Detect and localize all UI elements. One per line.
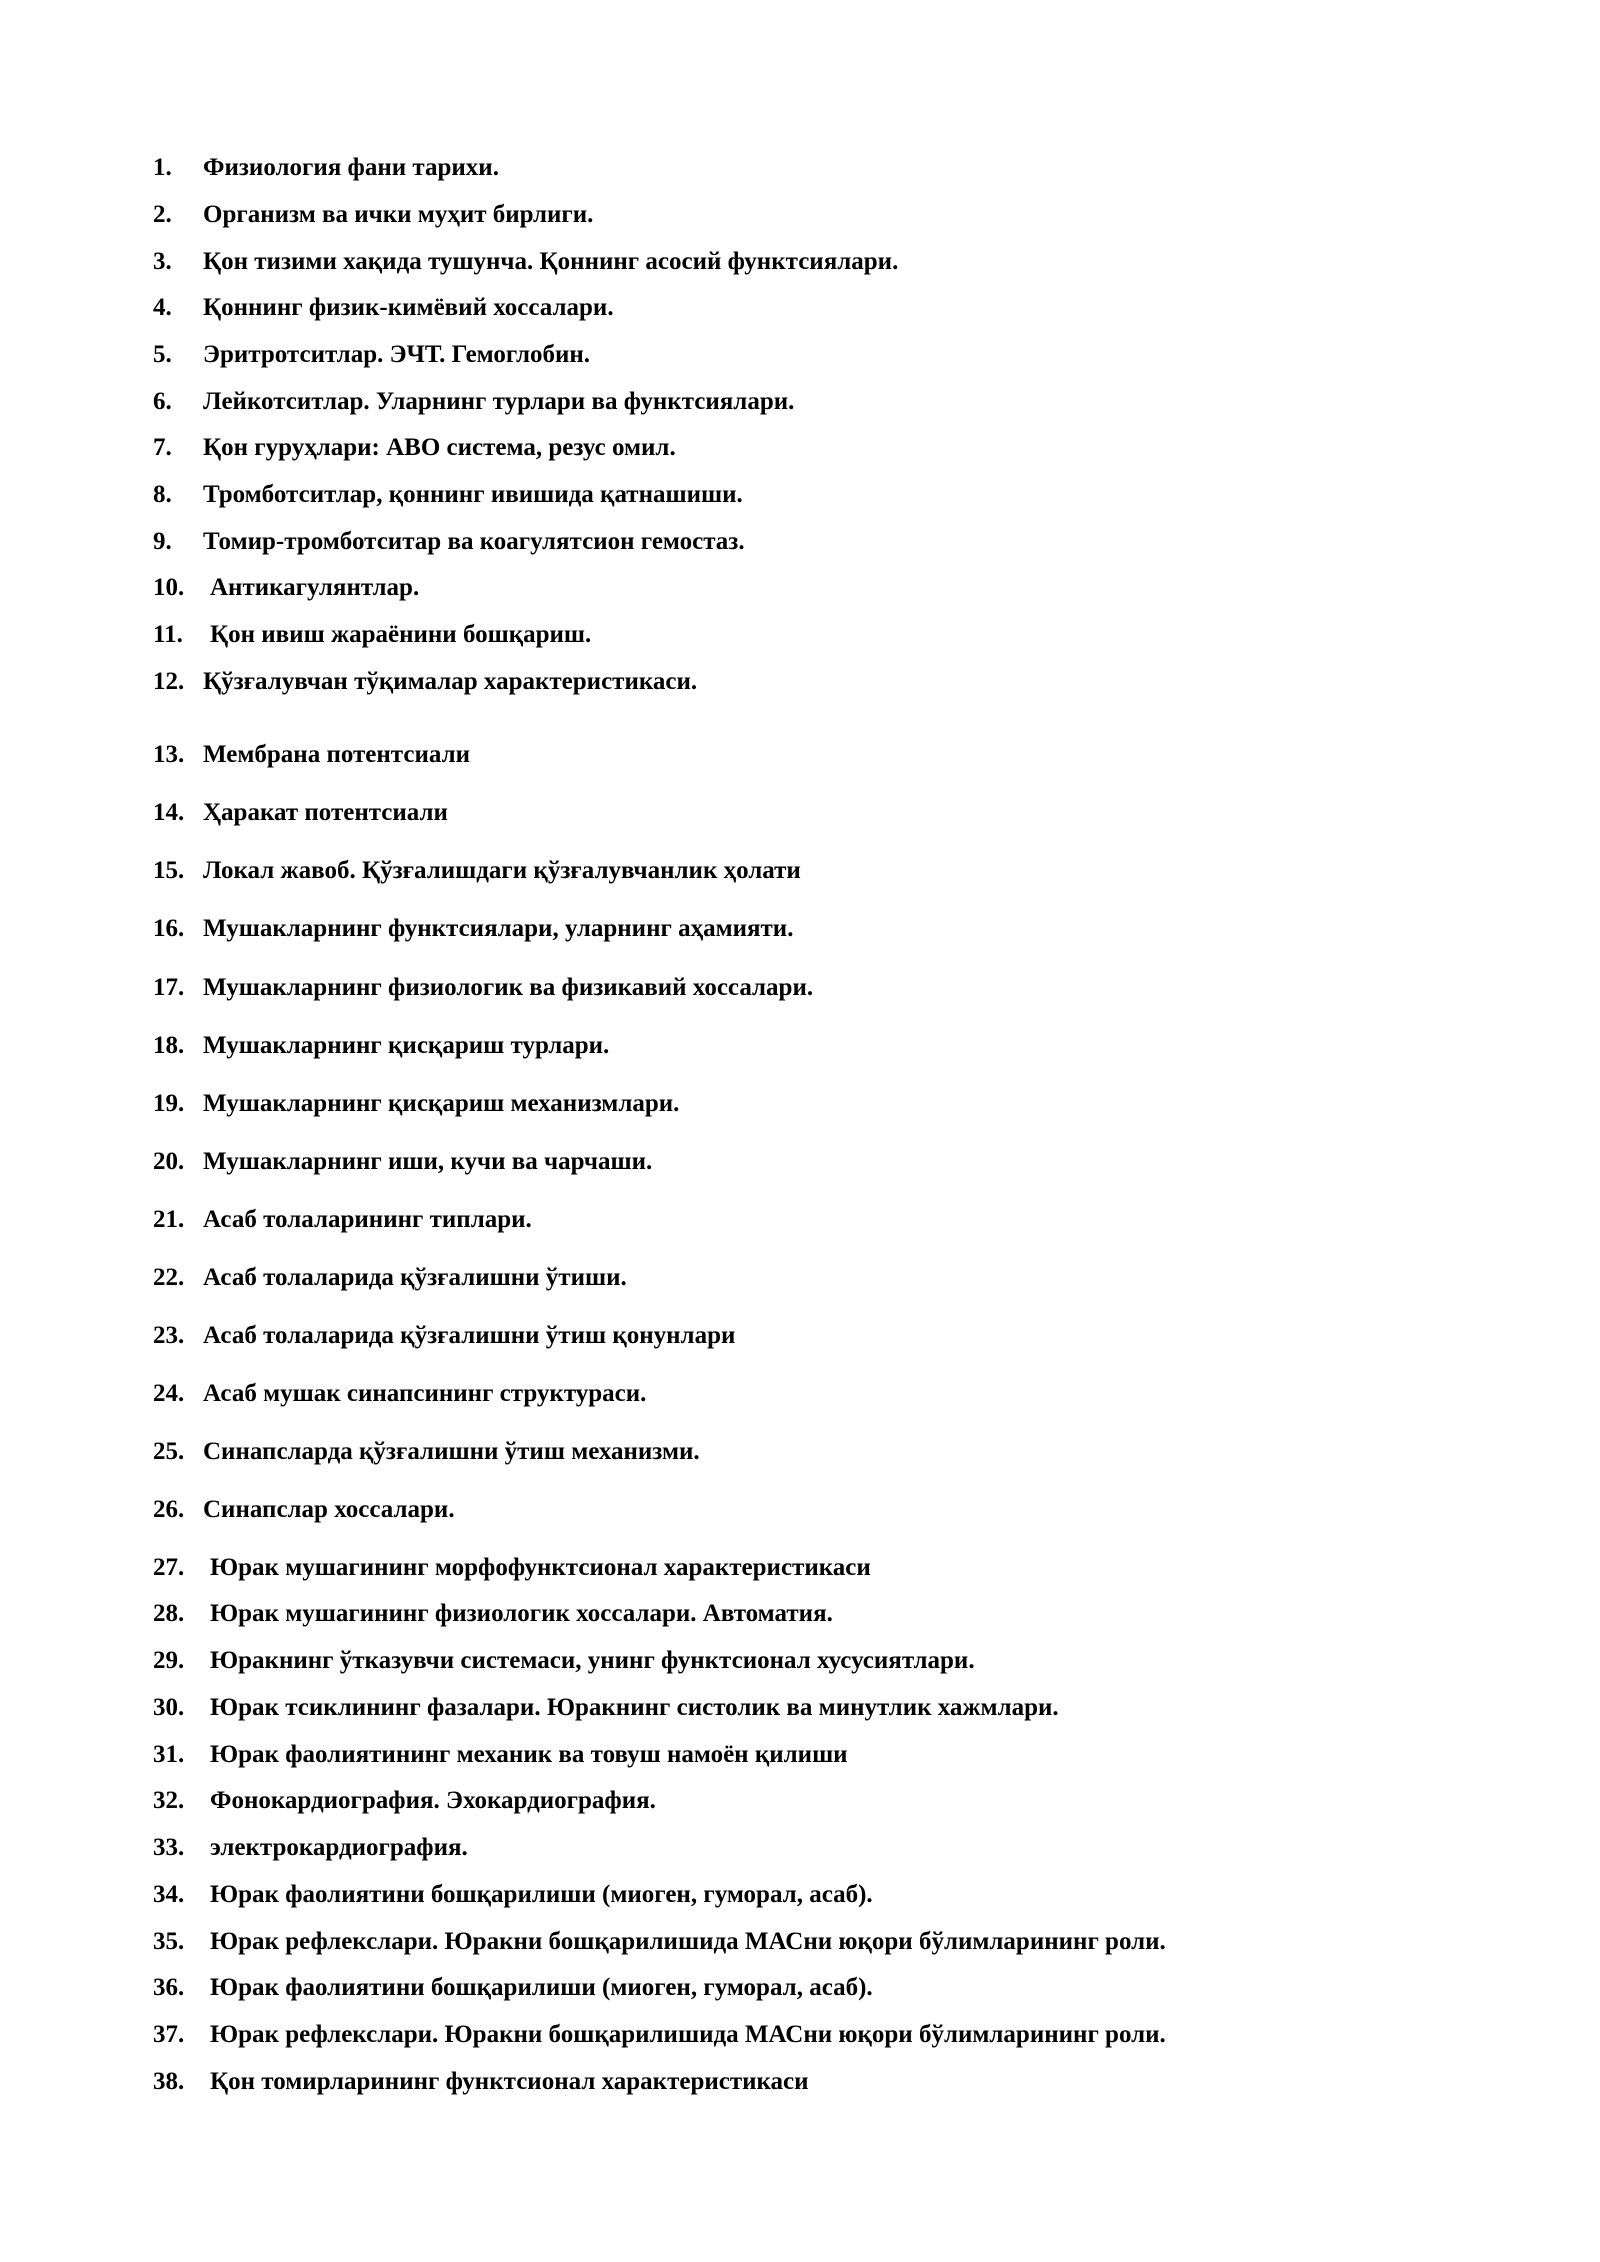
item-text: Ҳаракат потентсиали xyxy=(203,799,448,826)
list-item xyxy=(0,1828,1600,1868)
list-item xyxy=(0,2015,1600,2055)
item-text: Юрак мушагининг морфофунктсионал характеристикаси xyxy=(210,1554,871,1581)
item-number: 36. xyxy=(153,1974,185,2001)
item-number: 26. xyxy=(153,1496,185,1523)
item-text: Қон томирларининг функтсионал характеристикаси xyxy=(210,2068,809,2095)
item-number: 15. xyxy=(153,857,185,884)
item-number: 11. xyxy=(153,621,183,648)
item-number: 22. xyxy=(153,1264,185,1291)
list-item xyxy=(0,851,1600,891)
item-text: Қон гуруҳлари: АВО система, резус омил. xyxy=(203,434,676,461)
item-number: 20. xyxy=(153,1148,185,1175)
item-text: Юрак тсиклининг фазалари. Юракнинг систолик ва минутлик хажмлари. xyxy=(210,1694,1059,1721)
item-number: 16. xyxy=(153,915,185,942)
item-text: Асаб толаларида қўзғалишни ўтиш қонунлари xyxy=(203,1322,736,1349)
list-item xyxy=(0,1875,1600,1915)
item-text: Юрак мушагининг физиологик хоссалари. Автоматия. xyxy=(210,1600,833,1627)
list-item xyxy=(0,475,1600,515)
item-text: Физиология фани тарихи. xyxy=(203,154,499,181)
item-number: 8. xyxy=(153,481,172,508)
item-number: 31. xyxy=(153,1741,185,1768)
item-text: Юракнинг ўтказувчи системаси, унинг функтсионал хусусиятлари. xyxy=(210,1647,975,1674)
item-number: 14. xyxy=(153,799,185,826)
item-text: Организм ва ички муҳит бирлиги. xyxy=(203,201,594,228)
list-item xyxy=(0,195,1600,235)
item-text: Лейкотситлар. Уларнинг турлари ва функтсиялари. xyxy=(203,388,795,415)
item-text: Қон тизими хақида тушунча. Қоннинг асосий функтсиялари. xyxy=(203,248,899,275)
item-number: 9. xyxy=(153,528,172,555)
list-item xyxy=(0,735,1600,775)
list-item xyxy=(0,382,1600,422)
item-text: Мушакларнинг қисқариш механизмлари. xyxy=(203,1090,680,1117)
list-item xyxy=(0,1142,1600,1182)
item-text: Асаб толаларида қўзғалишни ўтиши. xyxy=(203,1264,627,1291)
item-number: 34. xyxy=(153,1881,185,1908)
item-number: 3. xyxy=(153,248,172,275)
list-item xyxy=(0,1200,1600,1240)
list-item xyxy=(0,568,1600,608)
item-number: 37. xyxy=(153,2021,185,2048)
item-text: Тромботситлар, қоннинг ивишида қатнашиши. xyxy=(203,481,743,508)
item-number: 13. xyxy=(153,741,185,768)
list-item xyxy=(0,615,1600,655)
item-number: 35. xyxy=(153,1928,185,1955)
list-item xyxy=(0,662,1600,702)
item-text: Юрак фаолиятини бошқарилиши (миоген, гуморал, асаб). xyxy=(210,1974,873,2001)
list-item xyxy=(0,1735,1600,1775)
item-text: Синапсларда қўзғалишни ўтиш механизми. xyxy=(203,1438,700,1465)
list-item xyxy=(0,1490,1600,1530)
list-item xyxy=(0,1641,1600,1681)
item-number: 28. xyxy=(153,1600,185,1627)
item-text: Юрак фаолиятини бошқарилиши (миоген, гуморал, асаб). xyxy=(210,1881,873,1908)
list-item xyxy=(0,1594,1600,1634)
list-item xyxy=(0,1258,1600,1298)
list-item xyxy=(0,428,1600,468)
list-item xyxy=(0,288,1600,328)
list-item xyxy=(0,1548,1600,1588)
item-number: 21. xyxy=(153,1206,185,1233)
item-number: 29. xyxy=(153,1647,185,1674)
list-item xyxy=(0,335,1600,375)
list-item xyxy=(0,793,1600,833)
item-number: 19. xyxy=(153,1090,185,1117)
item-text: Синапслар хоссалари. xyxy=(203,1496,455,1523)
item-number: 27. xyxy=(153,1554,185,1581)
item-text: Мембрана потентсиали xyxy=(203,741,471,768)
item-text: Юрак фаолиятининг механик ва товуш намоён қилиши xyxy=(210,1741,848,1768)
item-text: Қўзғалувчан тўқималар характеристикаси. xyxy=(203,668,698,695)
item-number: 25. xyxy=(153,1438,185,1465)
item-number: 32. xyxy=(153,1787,185,1814)
list-item xyxy=(0,1084,1600,1124)
item-text: Қоннинг физик-кимёвий хоссалари. xyxy=(203,294,614,321)
item-number: 10. xyxy=(153,574,185,601)
list-item xyxy=(0,242,1600,282)
item-number: 1. xyxy=(153,154,172,181)
item-text: Мушакларнинг қисқариш турлари. xyxy=(203,1032,610,1059)
list-item xyxy=(0,148,1600,188)
item-text: Эритротситлар. ЭЧТ. Гемоглобин. xyxy=(203,341,591,368)
list-item xyxy=(0,1688,1600,1728)
item-number: 6. xyxy=(153,388,172,415)
item-text: Юрак рефлекслари. Юракни бошқарилишида МАСни юқори бўлимларининг роли. xyxy=(210,2021,1166,2048)
list-item xyxy=(0,909,1600,949)
item-number: 7. xyxy=(153,434,172,461)
item-text: Асаб толаларининг типлари. xyxy=(203,1206,532,1233)
list-item xyxy=(0,2062,1600,2102)
item-number: 5. xyxy=(153,341,172,368)
item-text: Мушакларнинг физиологик ва физикавий хоссалари. xyxy=(203,974,814,1001)
item-number: 33. xyxy=(153,1834,185,1861)
item-text: Томир-тромботситар ва коагулятсион гемостаз. xyxy=(203,528,745,555)
item-number: 38. xyxy=(153,2068,185,2095)
item-text: Юрак рефлекслари. Юракни бошқарилишида МАСни юқори бўлимларининг роли. xyxy=(210,1928,1166,1955)
list-item xyxy=(0,1374,1600,1414)
item-text: Локал жавоб. Қўзғалишдаги қўзғалувчанлик ҳолати xyxy=(203,857,801,884)
item-number: 23. xyxy=(153,1322,185,1349)
item-text: Қон ивиш жараёнини бошқариш. xyxy=(210,621,592,648)
list-item xyxy=(0,1432,1600,1472)
list-item xyxy=(0,522,1600,562)
item-text: Антикагулянтлар. xyxy=(210,574,420,601)
list-item xyxy=(0,1316,1600,1356)
item-number: 2. xyxy=(153,201,172,228)
item-text: Мушакларнинг функтсиялари, уларнинг аҳамияти. xyxy=(203,915,794,942)
list-item xyxy=(0,1922,1600,1962)
item-number: 4. xyxy=(153,294,172,321)
item-number: 18. xyxy=(153,1032,185,1059)
item-number: 24. xyxy=(153,1380,185,1407)
item-number: 12. xyxy=(153,668,185,695)
item-text: электрокардиография. xyxy=(210,1834,468,1861)
item-number: 17. xyxy=(153,974,185,1001)
list-item xyxy=(0,1026,1600,1066)
list-item xyxy=(0,1968,1600,2008)
list-item xyxy=(0,1781,1600,1821)
item-number: 30. xyxy=(153,1694,185,1721)
item-text: Фонокардиография. Эхокардиография. xyxy=(210,1787,656,1814)
list-item xyxy=(0,968,1600,1008)
item-text: Асаб мушак синапсининг структураси. xyxy=(203,1380,647,1407)
item-text: Мушакларнинг иши, кучи ва чарчаши. xyxy=(203,1148,653,1175)
